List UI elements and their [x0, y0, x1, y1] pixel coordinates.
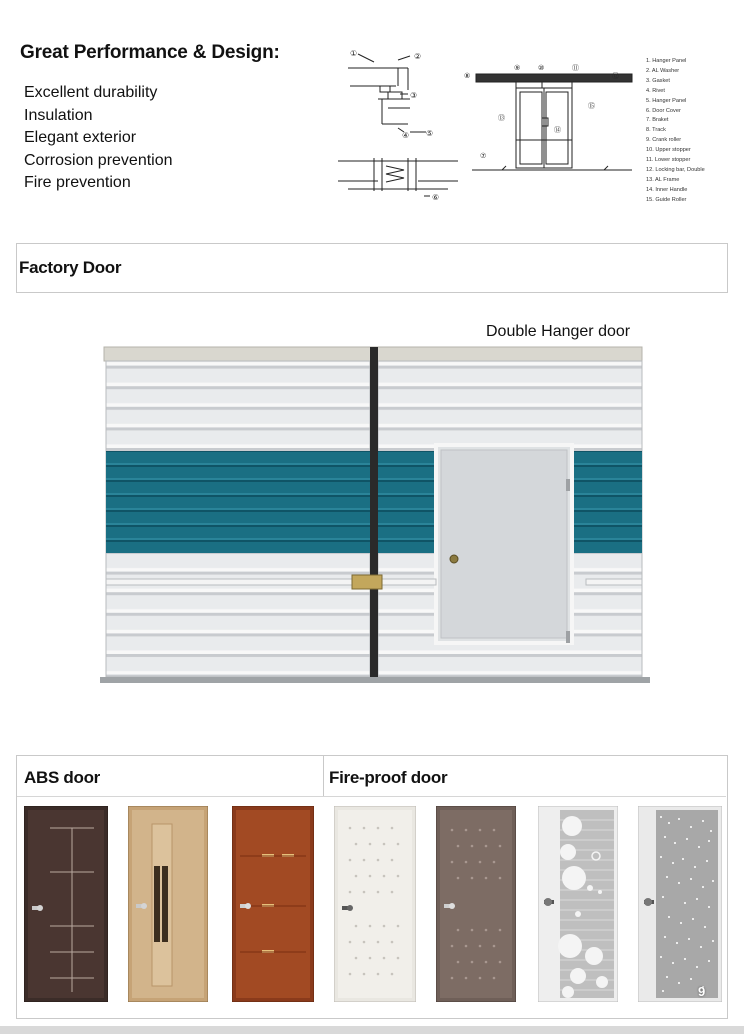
section-detail-diagram [338, 46, 471, 206]
callout-4: ④ [402, 131, 410, 140]
callout-15: ⑮ [588, 102, 595, 110]
legend-item: 14. Inner Handle [646, 186, 688, 193]
fire-proof-door-circles [538, 806, 618, 1002]
feature-item: Fire prevention [24, 174, 131, 192]
callout-5: ⑤ [426, 129, 434, 138]
feature-item: Corrosion prevention [24, 151, 173, 169]
abs-door-title: ABS door [24, 768, 100, 787]
callout-11: ⑪ [572, 64, 579, 72]
abs-door-light-wood [128, 806, 208, 1002]
callout-1: ① [350, 49, 358, 58]
callout-12: ⑫ [612, 72, 619, 80]
feature-item: Insulation [24, 106, 93, 124]
abs-door-dark-wood [24, 806, 108, 1002]
legend-item: 5. Hanger Panel [646, 97, 687, 104]
performance-title: Great Performance & Design: [20, 42, 280, 63]
legend-item: 9. Crank roller [646, 137, 682, 144]
legend-item: 15. Guide Roller [646, 196, 687, 203]
legend-item: 11. Lower stopper [646, 157, 691, 164]
legend-item: 3. Gasket [646, 77, 670, 84]
feature-item: Elegant exterior [24, 129, 137, 147]
legend-item: 7. Braket [646, 117, 669, 124]
bottom-strip [0, 1026, 744, 1034]
legend-item: 6. Door Cover [646, 107, 681, 114]
legend-item: 4. Rivet [646, 87, 665, 94]
feature-list [24, 82, 173, 195]
parts-legend [646, 57, 705, 206]
abs-door-red-wood [232, 806, 314, 1002]
header-divider [323, 756, 324, 796]
double-hanger-door-image [96, 345, 652, 685]
callout-8: ⑧ [464, 72, 471, 80]
factory-door-title: Factory Door [19, 258, 122, 277]
feature-item: Excellent durability [24, 84, 158, 101]
callout-3: ③ [410, 91, 418, 100]
callout-14: ⑭ [554, 126, 561, 134]
page-number: 9 [698, 984, 706, 999]
callout-10: ⑩ [538, 64, 545, 72]
legend-item: 1. Hanger Panel [646, 58, 687, 64]
callout-13: ⑬ [498, 114, 505, 122]
fire-proof-door-title: Fire-proof door [329, 768, 448, 787]
fire-proof-door-brown-dots [436, 806, 516, 1002]
legend-item: 2. AL Washer [646, 67, 680, 74]
legend-item: 12. Locking bar, Double [646, 166, 705, 173]
legend-item: 8. Track [646, 127, 666, 134]
callout-6: ⑥ [432, 193, 440, 202]
legend-item: 10. Upper stopper [646, 147, 691, 154]
double-hanger-caption: Double Hanger door [486, 323, 631, 340]
callout-9: ⑨ [514, 64, 521, 72]
factory-door-header-box [16, 243, 728, 293]
elevation-diagram [462, 58, 642, 188]
legend-item: 13. AL Frame [646, 176, 680, 183]
header-underline [17, 796, 726, 797]
callout-7: ⑦ [480, 152, 487, 160]
callout-2: ② [414, 52, 422, 61]
fire-proof-door-white-dots [334, 806, 416, 1002]
fire-proof-door-dot-pattern [638, 806, 722, 1002]
